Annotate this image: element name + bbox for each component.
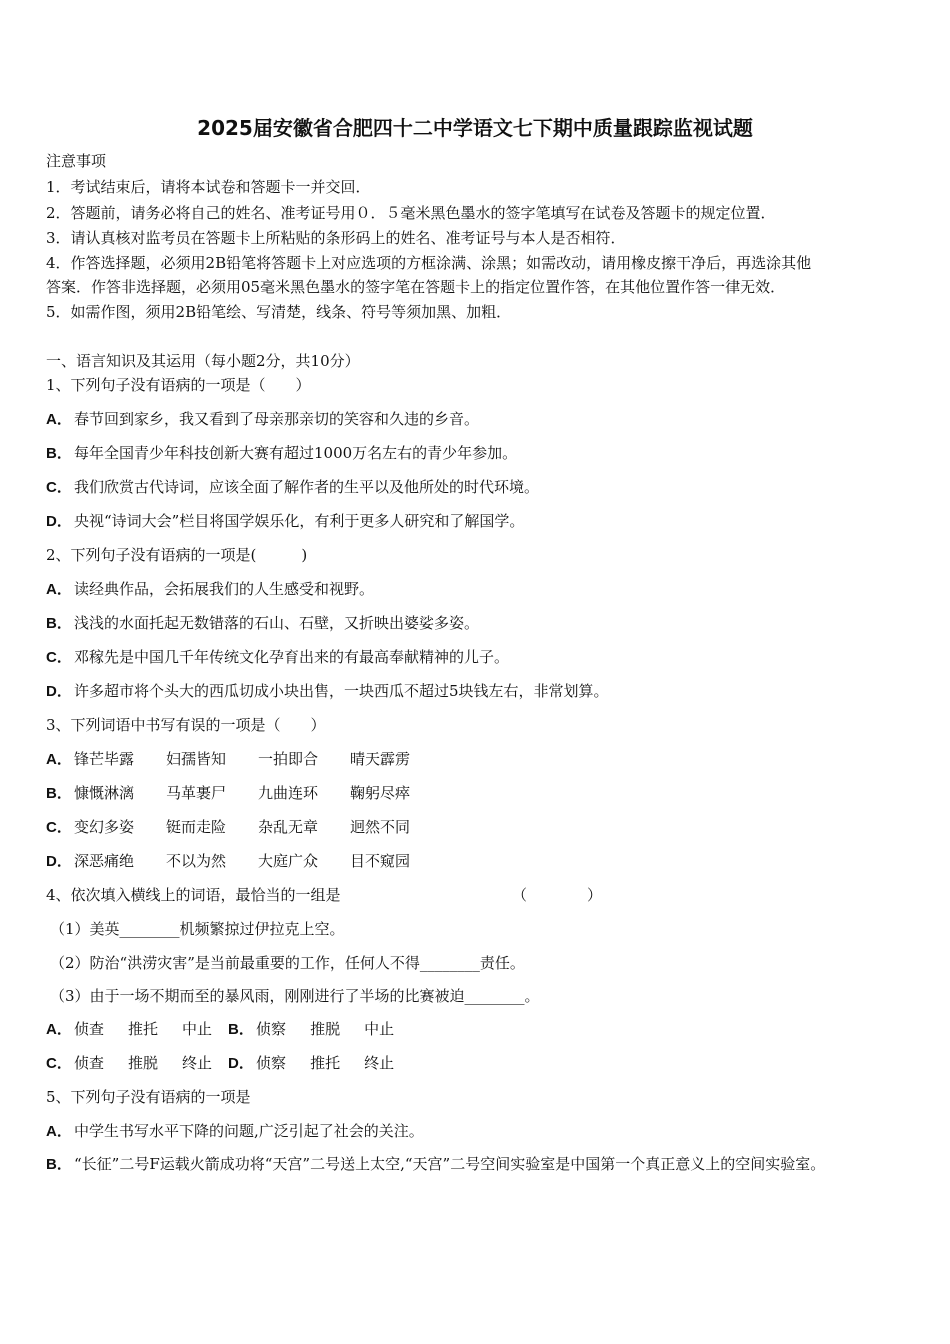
- question-2-option-c: [46, 647, 509, 668]
- option-word: 大庭广众: [258, 852, 319, 870]
- option-letter: A．: [46, 1123, 72, 1140]
- option-letter: D．: [46, 513, 72, 530]
- question-2-stem: 2、下列句子没有语病的一项是( ): [46, 546, 308, 564]
- notes-item-1: 1．考试结束后，请将本试卷和答题卡一并交回．: [46, 178, 371, 196]
- question-4-blank-3: （3）由于一场不期而至的暴风雨，刚刚进行了半场的比赛被迫________。: [50, 987, 540, 1005]
- question-5-option-a: [46, 1121, 424, 1142]
- question-2-option-b: [46, 613, 479, 634]
- option-word: 目不窥园: [350, 852, 411, 870]
- question-1-option-b: [46, 443, 517, 464]
- option-word: 推托: [128, 1020, 159, 1038]
- option-word: 侦查: [74, 1020, 105, 1038]
- option-text: 每年全国青少年科技创新大赛有超过1000万名左右的青少年参加。: [74, 444, 518, 462]
- option-letter: D．: [46, 683, 72, 700]
- option-letter: C．: [46, 479, 72, 496]
- option-text: “长征”二号F运载火箭成功将“天宫”二号送上太空,“天宫”二号空间实验室是中国第一个真正意义上的空间实验室。: [74, 1155, 826, 1173]
- question-3-option-b: [46, 783, 442, 804]
- option-word: 推脱: [128, 1054, 159, 1072]
- option-word: 迥然不同: [350, 818, 411, 836]
- option-word: 终止: [182, 1054, 213, 1072]
- option-word: 侦察: [256, 1054, 287, 1072]
- option-word: 中止: [182, 1020, 213, 1038]
- option-word: 铤而走险: [166, 818, 227, 836]
- option-text: 春节回到家乡，我又看到了母亲那亲切的笑容和久违的乡音。: [74, 410, 480, 428]
- question-3-option-d: [46, 851, 442, 872]
- option-letter: A．: [46, 411, 72, 428]
- option-text: 中学生书写水平下降的问题,广泛引起了社会的关注。: [74, 1122, 424, 1140]
- notes-heading: 注意事项: [46, 152, 107, 170]
- question-1-option-d: [46, 511, 524, 532]
- question-2-option-a: [46, 579, 374, 600]
- option-text: 邓稼先是中国几千年传统文化孕育出来的有最高奉献精神的儿子。: [74, 648, 510, 666]
- section-heading: 一、语言知识及其运用（每小题2分，共10分）: [46, 352, 360, 370]
- question-3-stem: 3、下列词语中书写有误的一项是（ ）: [46, 716, 326, 734]
- question-1-option-c: [46, 477, 539, 498]
- question-5-stem: 5、下列句子没有语病的一项是: [46, 1088, 251, 1106]
- notes-item-4: 4．作答选择题，必须用2B铅笔将答题卡上对应选项的方框涂满、涂黑；如需改动，请用橡皮擦干净后，再选涂其他: [46, 254, 812, 272]
- option-word: 慷慨淋漓: [74, 784, 135, 802]
- option-word: 鞠躬尽瘁: [350, 784, 411, 802]
- question-4-options-row-1: [46, 1019, 418, 1040]
- option-word: 推脱: [310, 1020, 341, 1038]
- option-word: 深恶痛绝: [74, 852, 135, 870]
- option-letter: B．: [46, 1156, 72, 1173]
- question-1-stem: 1、下列句子没有语病的一项是（ ）: [46, 376, 311, 394]
- option-word: 九曲连环: [258, 784, 319, 802]
- option-letter: B．: [46, 785, 72, 802]
- option-letter: C．: [46, 819, 72, 836]
- option-word: 晴天霹雳: [350, 750, 411, 768]
- option-letter: B．: [46, 445, 72, 462]
- question-4-options-row-2: [46, 1053, 418, 1074]
- option-text: 浅浅的水面托起无数错落的石山、石壁，又折映出婆娑多姿。: [74, 614, 480, 632]
- option-text: 央视“诗词大会”栏目将国学娱乐化，有利于更多人研究和了解国学。: [74, 512, 525, 530]
- page-title: 2025届安徽省合肥四十二中学语文七下期中质量跟踪监视试题: [197, 116, 753, 140]
- question-3-option-c: [46, 817, 442, 838]
- option-word: 一拍即合: [258, 750, 319, 768]
- option-text: 读经典作品，会拓展我们的人生感受和视野。: [74, 580, 375, 598]
- notes-item-5: 5．如需作图，须用2B铅笔绘、写清楚，线条、符号等须加黑、加粗．: [46, 303, 512, 321]
- question-2-option-d: [46, 681, 609, 702]
- option-word: 侦察: [256, 1020, 287, 1038]
- notes-item-2: 2．答题前，请务必将自己的姓名、准考证号用０．５毫米黑色墨水的签字笔填写在试卷及答题卡的规定位置．: [46, 204, 776, 222]
- question-4-blank-2: （2）防治“洪涝灾害”是当前最重要的工作，任何人不得________责任。: [50, 954, 525, 972]
- option-word: 侦查: [74, 1054, 105, 1072]
- option-letter: C．: [46, 649, 72, 666]
- question-4-paren: （ ）: [512, 886, 603, 904]
- option-letter: B．: [46, 615, 72, 632]
- option-word: 变幻多姿: [74, 818, 135, 836]
- option-text: 我们欣赏古代诗词，应该全面了解作者的生平以及他所处的时代环境。: [74, 478, 540, 496]
- option-letter: D．: [46, 853, 72, 870]
- option-word: 妇孺皆知: [166, 750, 227, 768]
- option-letter: A．: [46, 751, 72, 768]
- option-letter: C．: [46, 1055, 72, 1072]
- option-letter: A．: [46, 581, 72, 598]
- option-word: 推托: [310, 1054, 341, 1072]
- option-word: 不以为然: [166, 852, 227, 870]
- question-3-option-a: [46, 749, 442, 770]
- option-word: 终止: [364, 1054, 395, 1072]
- option-letter: B．: [228, 1021, 254, 1038]
- option-word: 中止: [364, 1020, 395, 1038]
- notes-item-4-cont: 答案．作答非选择题，必须用05毫米黑色墨水的签字笔在答题卡上的指定位置作答，在其他位置作答一律无效．: [46, 278, 786, 296]
- option-word: 杂乱无章: [258, 818, 319, 836]
- question-5-option-b: [46, 1147, 906, 1182]
- option-word: 马革裹尸: [166, 784, 227, 802]
- option-letter: A．: [46, 1021, 72, 1038]
- option-letter: D．: [228, 1055, 254, 1072]
- option-word: 锋芒毕露: [74, 750, 135, 768]
- question-4-stem: 4、依次填入横线上的词语，最恰当的一组是: [46, 886, 341, 904]
- option-text: 许多超市将个头大的西瓜切成小块出售，一块西瓜不超过5块钱左右，非常划算。: [74, 682, 609, 700]
- question-1-option-a: [46, 409, 479, 430]
- notes-item-3: 3．请认真核对监考员在答题卡上所粘贴的条形码上的姓名、准考证号与本人是否相符．: [46, 229, 626, 247]
- question-4-blank-1: （1）美英________机频繁掠过伊拉克上空。: [50, 920, 345, 938]
